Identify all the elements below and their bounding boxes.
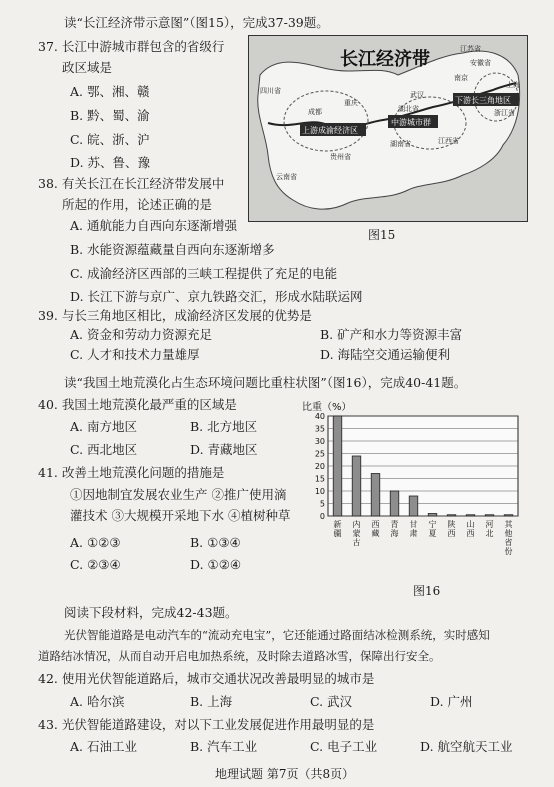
material-line2: 道路结冰情况，从而自动开启电加热系统，及时除去道路冰雪，保障出行安全。: [38, 649, 441, 663]
chart-ytick-label: 15: [314, 474, 325, 484]
q41-option-d[interactable]: D. ①②④: [190, 557, 242, 572]
q41-option-a[interactable]: A. ①②③: [70, 535, 121, 550]
label-chongqing: 重庆: [344, 99, 358, 107]
figure-15-caption: 图15: [368, 228, 396, 242]
chart-category-label: 青海: [390, 520, 399, 538]
q37-option-a[interactable]: A. 鄂、湘、赣: [70, 84, 150, 99]
chart-bar-9: [504, 515, 513, 516]
q43-option-b[interactable]: B. 汽车工业: [190, 739, 258, 754]
chart-ytick-label: 25: [314, 449, 325, 459]
label-downstream-region: 下游长三角地区: [455, 96, 511, 105]
q41-stem: 41. 改善土地荒漠化问题的措施是: [38, 465, 225, 480]
label-anhui: 安徽省: [470, 59, 491, 67]
chart-bar-2: [371, 474, 380, 517]
q37-option-c[interactable]: C. 皖、浙、沪: [70, 132, 150, 147]
chart-ytick-label: 0: [319, 512, 325, 521]
label-yunnan: 云南省: [276, 173, 297, 181]
chart-bar-6: [447, 515, 456, 516]
q38-option-d[interactable]: D. 长江下游与京广、京九铁路交汇，形成水陆联运网: [70, 289, 363, 304]
chart-ytick-label: 10: [314, 487, 325, 496]
chart-bar-8: [485, 515, 494, 516]
q39-option-b[interactable]: B. 矿产和水力等资源丰富: [320, 327, 463, 342]
intro-37-39: 读“长江经济带示意图”（图15），完成37-39题。: [64, 15, 329, 30]
q38-option-b[interactable]: B. 水能资源蕴藏量自西向东逐渐增多: [70, 242, 275, 257]
q37-stem-line1: 37. 长江中游城市群包含的省级行: [38, 39, 225, 54]
label-upstream-region: 上游成渝经济区: [302, 126, 358, 135]
q41-option-c[interactable]: C. ②③④: [70, 557, 121, 572]
q41-measures-line2: 灌技术 ③大规模开采地下水 ④植树种草: [70, 508, 291, 523]
q42-option-c[interactable]: C. 武汉: [310, 694, 353, 709]
chart-category-label: 西藏: [371, 520, 380, 538]
chart-category-label: 其他省份: [504, 520, 513, 556]
map-title: 长江经济带: [340, 49, 430, 70]
q40-option-a[interactable]: A. 南方地区: [70, 419, 137, 434]
q40-option-d[interactable]: D. 青藏地区: [190, 442, 258, 457]
q39-option-a[interactable]: A. 资金和劳动力资源充足: [70, 327, 212, 342]
chart-bar-3: [390, 491, 399, 516]
chart-ytick-label: 35: [314, 424, 325, 434]
label-chengdu: 成都: [308, 108, 322, 116]
yangtze-economic-belt-map: [248, 35, 528, 222]
q40-option-b[interactable]: B. 北方地区: [190, 419, 258, 434]
label-hunan: 湖南省: [390, 140, 411, 148]
material-line1: 光伏智能道路是电动汽车的“流动充电宝”，它还能通过路面结冰检测系统，实时感知: [64, 628, 490, 642]
label-jiangsu: 江苏省: [460, 45, 481, 53]
q38-option-c[interactable]: C. 成渝经济区西部的三峡工程提供了充足的电能: [70, 266, 338, 281]
label-shanghai: 上海: [506, 81, 520, 89]
q37-stem-line2: 政区域是: [62, 60, 113, 75]
q38-stem-line1: 38. 有关长江在长江经济带发展中: [38, 176, 225, 191]
chart-category-label: 甘肃: [409, 520, 418, 538]
label-zhejiang: 浙江省: [494, 109, 515, 117]
chart-ytick-label: 5: [319, 499, 325, 509]
label-jiangxi: 江西省: [438, 137, 459, 145]
q38-stem-line2: 所起的作用，论述正确的是: [62, 197, 213, 212]
q41-option-b[interactable]: B. ①③④: [190, 535, 241, 550]
q38-option-a[interactable]: A. 通航能力自西向东逐渐增强: [70, 218, 237, 233]
q40-stem: 40. 我国土地荒漠化最严重的区域是: [38, 397, 237, 412]
q43-stem: 43. 光伏智能道路建设，对以下工业发展促进作用最明显的是: [38, 717, 375, 732]
page-footer: 地理试题 第7页（共8页）: [215, 767, 355, 781]
chart-category-label: 河北: [485, 520, 494, 538]
chart-ytick-label: 20: [314, 462, 325, 471]
chart-category-label: 内蒙古: [352, 520, 361, 547]
chart-category-label: 山西: [466, 520, 475, 538]
chart-bar-0: [333, 416, 342, 516]
chart-category-label: 宁夏: [428, 520, 437, 538]
figure-16-caption: 图16: [413, 584, 441, 598]
intro-40-41: 读“我国土地荒漠化占生态环境问题比重柱状图”（图16），完成40-41题。: [64, 375, 467, 390]
q42-option-d[interactable]: D. 广州: [430, 694, 473, 709]
q39-option-d[interactable]: D. 海陆空交通运输便利: [320, 347, 451, 362]
chart-ylabel: 比重（%）: [302, 402, 352, 413]
label-wuhan: 武汉: [410, 91, 424, 99]
intro-42-43: 阅读下段材料，完成42-43题。: [64, 605, 238, 620]
label-guizhou: 贵州省: [330, 153, 351, 161]
q42-option-a[interactable]: A. 哈尔滨: [70, 694, 125, 709]
chart-bar-7: [466, 515, 475, 516]
q40-option-c[interactable]: C. 西北地区: [70, 442, 138, 457]
q43-option-a[interactable]: A. 石油工业: [70, 739, 137, 754]
chart-category-label: 新疆: [333, 520, 342, 538]
desertification-bar-chart: [300, 398, 530, 576]
q37-option-d[interactable]: D. 苏、鲁、豫: [70, 155, 151, 170]
q39-stem: 39. 与长三角地区相比，成渝经济区发展的优势是: [38, 308, 312, 323]
q39-option-c[interactable]: C. 人才和技术力量雄厚: [70, 347, 200, 362]
q42-stem: 42. 使用光伏智能道路后，城市交通状况改善最明显的城市是: [38, 671, 375, 686]
chart-ytick-label: 30: [314, 437, 325, 446]
chart-category-label: 陕西: [447, 520, 456, 538]
label-hubei: 湖北省: [398, 105, 419, 113]
chart-bar-4: [409, 496, 418, 516]
chart-bar-5: [428, 514, 437, 517]
q41-measures-line1: ①因地制宜发展农业生产 ②推广使用滴: [70, 487, 287, 502]
q43-option-d[interactable]: D. 航空航天工业: [420, 739, 513, 754]
q42-option-b[interactable]: B. 上海: [190, 694, 233, 709]
q37-option-b[interactable]: B. 黔、蜀、渝: [70, 108, 150, 123]
label-midstream-region: 中游城市群: [391, 118, 431, 127]
chart-bar-1: [352, 456, 361, 516]
q43-option-c[interactable]: C. 电子工业: [310, 739, 378, 754]
chart-ytick-label: 40: [314, 412, 325, 421]
label-sichuan: 四川省: [260, 87, 281, 95]
label-nanjing: 南京: [454, 74, 468, 82]
